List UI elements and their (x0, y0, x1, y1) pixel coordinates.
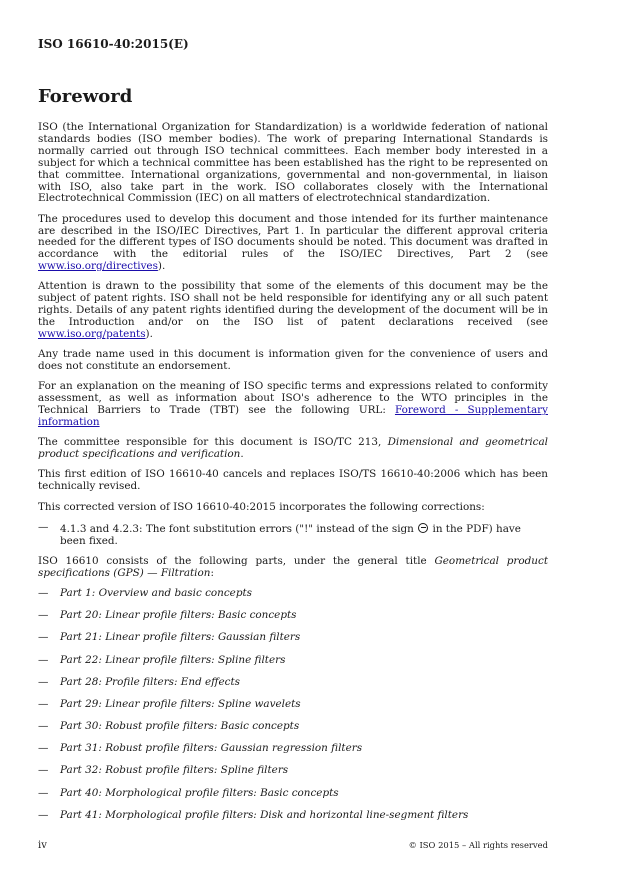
part-title: Part 28: Profile filters: End effects (60, 675, 241, 688)
dash-bullet: — (38, 786, 49, 799)
dash-bullet: — (38, 720, 49, 733)
part-title: Part 22: Linear profile filters: Spline filters (60, 653, 286, 666)
part-title: Part 40: Morphological profile filters: Basic concepts (60, 786, 339, 799)
part-title: Part 1: Overview and basic concepts (60, 586, 252, 599)
dash-bullet: — (38, 609, 49, 622)
paragraph-edition: This first edition of ISO 16610-40 cancels and replaces ISO/TS 16610-40:2006 which has been technically revised. (38, 468, 548, 493)
paragraph-text-end: ). (145, 328, 153, 341)
directives-link[interactable]: www.iso.org/directives (38, 260, 158, 273)
patents-link[interactable]: www.iso.org/patents (38, 328, 146, 341)
paragraph-text: Attention is drawn to the possibility that some of the elements of this document may be the subject of patent rights. ISO shall not be held responsible for identifying any or all such patent rights. Details of any patent rights identified during the development of the document will be in the Introduction and/or on the ISO list of patent declarations received (see (38, 280, 548, 329)
list-item (38, 588, 548, 610)
supplementary-info-link[interactable]: Foreword - Supplementary information (38, 404, 548, 429)
part-title: Part 29: Linear profile filters: Spline wavelets (60, 697, 301, 710)
part-title: Part 20: Linear profile filters: Basic concepts (60, 609, 297, 622)
dash-bullet: — (38, 653, 49, 666)
page-number: iv (38, 840, 47, 851)
dash-bullet: — (38, 742, 49, 755)
list-item (38, 788, 548, 810)
paragraph-committee (38, 437, 548, 461)
paragraph-parts-intro (38, 556, 548, 580)
part-title: Part 32: Robust profile filters: Spline filters (60, 764, 289, 777)
list-item (38, 810, 548, 832)
paragraph-procedures (38, 214, 548, 274)
correction-text: 4.1.3 and 4.2.3: The font substitution errors ("!" instead of the sign (60, 522, 418, 535)
section-title: Foreword (38, 86, 133, 107)
copyright-notice: © ISO 2015 – All rights reserved (408, 840, 548, 850)
dash-bullet: — (38, 697, 49, 710)
paragraph-text-end: : (210, 566, 214, 579)
foreword-body (38, 122, 548, 832)
paragraph-text-end: ). (157, 260, 166, 273)
dash-bullet: — (38, 675, 49, 688)
paragraph-text: For an explanation on the meaning of ISO specific terms and expressions related to conformity assessment, as well as information about ISO's adherence to the WTO principles in the Technical Barriers to Trade (TBT) see the following URL: (38, 380, 548, 417)
parts-list (38, 588, 548, 832)
dash-bullet: — (38, 764, 49, 777)
general-title: Geometrical product specifications (GPS) — Filtration (38, 554, 548, 579)
correction-item (38, 522, 548, 548)
standard-id: ISO 16610-40:2015(E) (38, 37, 189, 51)
part-title: Part 41: Morphological profile filters: Disk and horizontal line-segment filters (60, 808, 469, 821)
dash-bullet: — (38, 631, 49, 644)
list-item (38, 632, 548, 654)
dash-bullet: — (38, 586, 49, 599)
committee-title: Dimensional and geometrical product specifications and verification (38, 436, 548, 461)
list-item (38, 721, 548, 743)
list-item (38, 655, 548, 677)
paragraph-corrected-version: This corrected version of ISO 16610-40:2015 incorporates the following corrections: (38, 500, 485, 513)
circled-minus-icon (418, 523, 428, 533)
paragraph-text-end: . (240, 448, 244, 461)
paragraph-patents (38, 281, 548, 341)
part-title: Part 31: Robust profile filters: Gaussian regression filters (60, 742, 363, 755)
part-title: Part 21: Linear profile filters: Gaussian filters (60, 631, 301, 644)
paragraph-conformity (38, 381, 548, 429)
paragraph-text: The procedures used to develop this document and those intended for its further maintenance are described in the ISO/IEC Directives, Part 1. In particular the different approval criteria needed for the different types of ISO documents should be noted. This document was drafted in accordance with the editorial rules of the ISO/IEC Directives, Part 2 (see (38, 212, 548, 261)
list-item (38, 699, 548, 721)
list-item (38, 765, 548, 787)
correction-text-end: in the PDF) have been fixed. (60, 522, 521, 547)
paragraph-text: ISO 16610 consists of the following parts, under the general title (38, 554, 435, 567)
list-item (38, 677, 548, 699)
paragraph-text: The committee responsible for this document is ISO/TC 213, (38, 436, 388, 449)
dash-bullet: — (38, 520, 49, 533)
list-item (38, 610, 548, 632)
paragraph-iso-intro: ISO (the International Organization for Standardization) is a worldwide federation of national standards bodies (ISO member bodies). The work of preparing International Standards is normally carried out through ISO technical committees. Each member body interested in a subject for which a technical committee has been established has the right to be represented on that committee. International organizations, governmental and non-governmental, in liaison with ISO, also take part in the work. ISO collaborates closely with the International Electrotechnical Commission (IEC) on all matters of electrotechnical standardization. (38, 121, 548, 205)
dash-bullet: — (38, 808, 49, 821)
part-title: Part 30: Robust profile filters: Basic concepts (60, 720, 300, 733)
paragraph-trade-name: Any trade name used in this document is information given for the convenience of users and does not constitute an endorsement. (38, 348, 548, 373)
list-item (38, 743, 548, 765)
